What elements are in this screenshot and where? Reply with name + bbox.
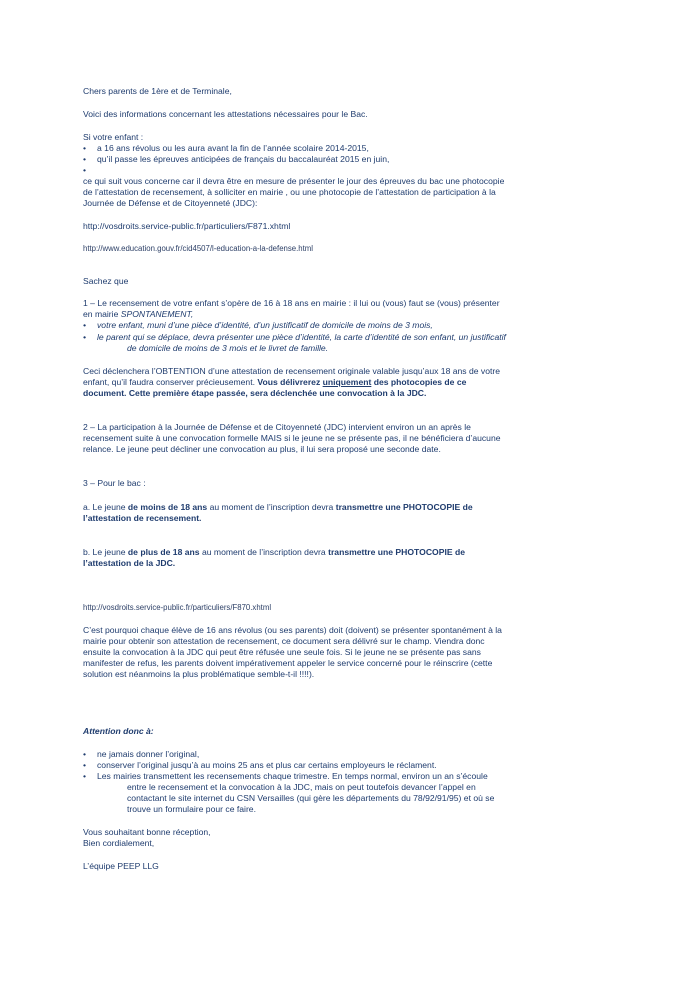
list-item: • le parent qui se déplace, devra présenter une pièce d’identité, la carte d’identité de son enfant, un justificatif [83, 332, 506, 342]
section-3-heading: 3 – Pour le bac : [83, 478, 146, 488]
list-item-continuation: entre le recensement et la convocation à la JDC, mais on peut toutefois devancer l’appel en [127, 782, 476, 792]
list-item-continuation: contactant le site internet du CSN Versailles (qui gère les départements du 78/92/91/95) et où se [127, 793, 495, 803]
closing-line: Vous souhaitant bonne réception, [83, 827, 211, 837]
item-a-line: l’attestation de recensement. [83, 513, 202, 523]
cest-line: solution est néanmoins la plus problématique semble-t-il !!!!). [83, 669, 315, 679]
list-item-continuation: trouve un formulaire pour ce faire. [127, 804, 256, 814]
list-item: • a 16 ans révolus ou les aura avant la fin de l’année scolaire 2014-2015, [83, 143, 369, 153]
sachez-que: Sachez que [83, 276, 129, 286]
cest-line: mairie pour obtenir son attestation de recensement, ce document sera délivré sur le champ. Viendra donc [83, 636, 485, 646]
greeting: Chers parents de 1ère et de Terminale, [83, 86, 232, 96]
attention-heading: Attention donc à: [83, 726, 154, 736]
concern-line: Journée de Défense et de Citoyenneté (JDC): [83, 198, 258, 208]
item-b-line: b. Le jeune de plus de 18 ans au moment de l’inscription devra transmettre une PHOTOCOPIE de [83, 547, 465, 557]
list-item: • qu’il passe les épreuves anticipées de français du baccalauréat 2015 en juin, [83, 154, 390, 164]
cest-line: manifester de refus, les parents doivent impérativement appeler le service concerné pour le réinscrire (cette [83, 658, 493, 668]
link-f870[interactable]: http://vosdroits.service-public.fr/particuliers/F870.xhtml [83, 603, 272, 612]
link-education-defense[interactable]: http://www.education.gouv.fr/cid4507/l-education-a-la-defense.html [83, 244, 313, 253]
intro-line: Voici des informations concernant les attestations nécessaires pour le Bac. [83, 109, 368, 119]
ceci-line: Ceci déclenchera l’OBTENTION d’une attestation de recensement originale valable jusqu’aux 18 ans de votre [83, 366, 501, 376]
list-item: • votre enfant, muni d’une pièce d’identité, d’un justificatif de domicile de moins de 3 mois, [83, 320, 433, 330]
list-item: • Les mairies transmettent les recensements chaque trimestre. En temps normal, environ un an s’écoule [83, 771, 488, 781]
list-item: • ne jamais donner l’original, [83, 749, 200, 759]
section-1-line: 1 – Le recensement de votre enfant s’opère de 16 à 18 ans en mairie : il lui ou (vous) faut se (vous) présenter [83, 298, 500, 308]
cest-line: ensuite la convocation à la JDC qui peut être réfusée une seule fois. Si le jeune ne se présente pas sans [83, 647, 481, 657]
concern-line: ce qui suit vous concerne car il devra être en mesure de présenter le jour des épreuves du bac une photocopie [83, 176, 505, 186]
section-2-line: relance. Le jeune peut décliner une convocation au plus, il lui sera proposé une seconde date. [83, 444, 441, 454]
si-votre-enfant: Si votre enfant : [83, 132, 144, 142]
link-f871[interactable]: http://vosdroits.service-public.fr/particuliers/F871.xhtml [83, 221, 291, 231]
cest-line: C’est pourquoi chaque élève de 16 ans révolus (ou ses parents) doit (doivent) se présenter spontanément à la [83, 625, 502, 635]
item-a-line: a. Le jeune de moins de 18 ans au moment de l’inscription devra transmettre une PHOTOCOPIE de [83, 502, 473, 512]
section-1-line: en mairie SPONTANEMENT, [83, 309, 194, 319]
section-2-line: recensement suite à une convocation formelle MAIS si le jeune ne se présente pas, il ne bénéficiera d’aucune [83, 433, 501, 443]
list-item: • conserver l’original jusqu’à au moins 25 ans et plus car certains employeurs le réclament. [83, 760, 437, 770]
list-item: • [83, 165, 87, 175]
closing-line: Bien cordialement, [83, 838, 155, 848]
item-b-line: l’attestation de la JDC. [83, 558, 176, 568]
list-item-continuation: de domicile de moins de 3 mois et le livret de famille. [127, 343, 329, 353]
ceci-line: enfant, qu’il faudra conserver précieusement. Vous délivrerez uniquement des photocopies de ce [83, 377, 467, 387]
ceci-line: document. Cette première étape passée, sera déclenchée une convocation à la JDC. [83, 388, 427, 398]
section-2-line: 2 – La participation à la Journée de Défense et de Citoyenneté (JDC) intervient environ un an après le [83, 422, 471, 432]
concern-line: de l’attestation de recensement, à solliciter en mairie , ou une photocopie de l’attestation de participation à la [83, 187, 496, 197]
signature: L’équipe PEEP LLG [83, 861, 159, 871]
